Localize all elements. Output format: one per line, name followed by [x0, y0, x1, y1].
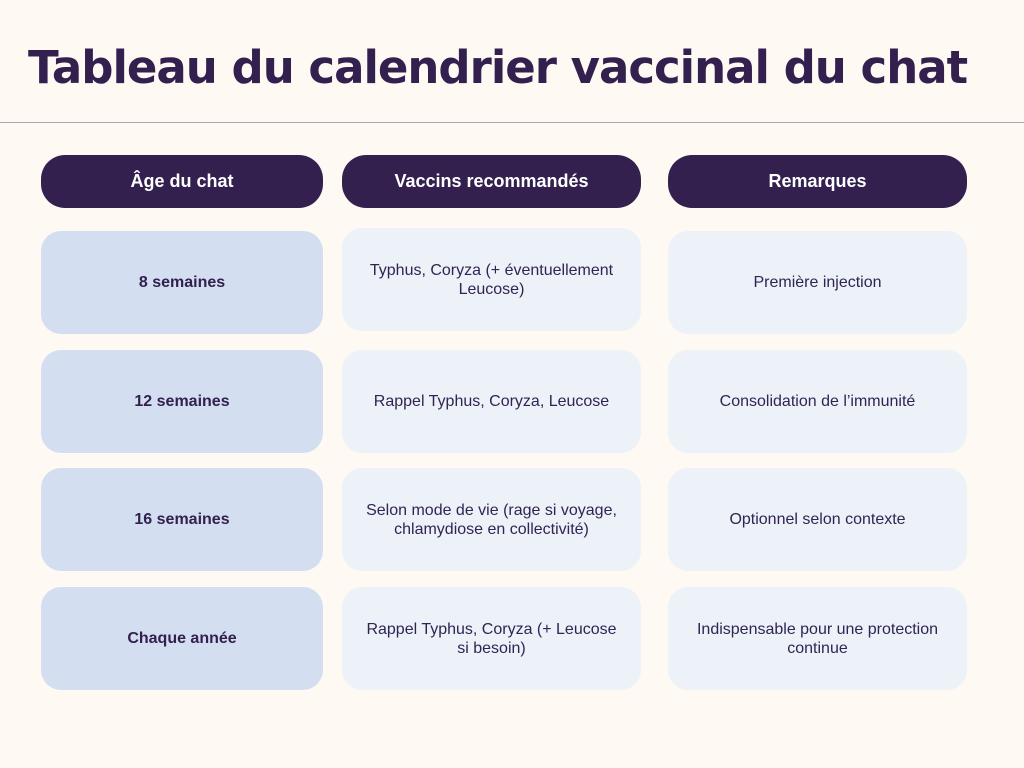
- page-title: Tableau du calendrier vaccinal du chat: [28, 41, 968, 94]
- row-4-remarques: Indispensable pour une protection continue: [668, 587, 967, 690]
- row-3-age: 16 semaines: [41, 468, 323, 571]
- row-1-age: 8 semaines: [41, 231, 323, 334]
- title-divider: [0, 122, 1024, 123]
- row-4-vaccins: Rappel Typhus, Coryza (+ Leucose si besoin): [342, 587, 641, 690]
- row-1-vaccins: Typhus, Coryza (+ éventuellement Leucose): [342, 228, 641, 331]
- row-3-remarques: Optionnel selon contexte: [668, 468, 967, 571]
- row-1-remarques: Première injection: [668, 231, 967, 334]
- header-remarques: Remarques: [668, 155, 967, 208]
- row-2-remarques: Consolidation de l’immunité: [668, 350, 967, 453]
- row-2-age: 12 semaines: [41, 350, 323, 453]
- header-vaccins: Vaccins recommandés: [342, 155, 641, 208]
- header-age: Âge du chat: [41, 155, 323, 208]
- row-4-age: Chaque année: [41, 587, 323, 690]
- row-3-vaccins: Selon mode de vie (rage si voyage, chlamydiose en collectivité): [342, 468, 641, 571]
- row-2-vaccins: Rappel Typhus, Coryza, Leucose: [342, 350, 641, 453]
